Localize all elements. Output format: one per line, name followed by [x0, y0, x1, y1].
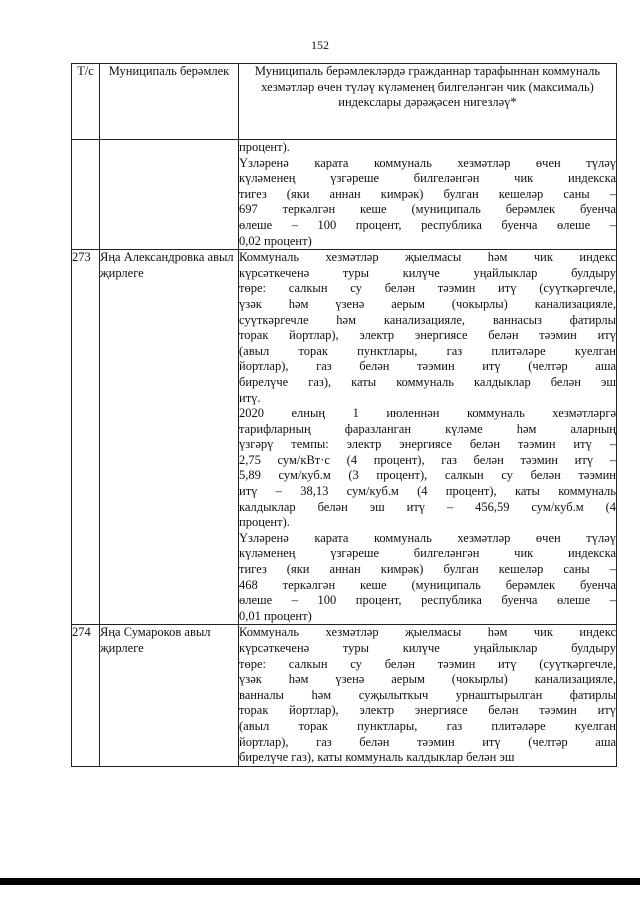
municipality-name: Яңа Александровка авыл җирлеге	[100, 250, 239, 625]
text-line: 2,75 сум/кВт·с (4 процент), газ белән тәэмин итү –	[239, 452, 616, 467]
text-line: йортлар), газ белән тәэмин итү (челтәр аша	[239, 359, 616, 374]
table-body	[72, 140, 617, 767]
text-line: итү – 38,13 сум/куб.м (4 процент), каты коммуналь	[239, 484, 616, 499]
text-line: бирелүче газ), каты коммуналь калдыклар белән эш	[239, 374, 616, 389]
text-line: Үзләренә карата коммуналь хезмәтләр өчен түләү	[239, 530, 616, 545]
header-justification: Муниципаль берәмлекләрдә гражданнар тарафыннан коммуналь хезмәтләр өчен түләү күләменең билгеләнгән чик (максималь) индекслары дәрәҗәсен нигезләү*	[239, 64, 617, 140]
row-number: 273	[72, 250, 100, 625]
text-line: төре: салкын су белән тәэмин итү (суүткәргечле,	[239, 281, 616, 296]
text-line: 697 теркәлгән кеше (муниципаль берәмлек буенча	[239, 202, 616, 217]
text-line: үзәк һәм үзенә аерым (чокырлы) канализацияле,	[239, 672, 616, 687]
text-line: 5,89 сум/куб.м (3 процент), салкын су белән тәэмин	[239, 468, 616, 483]
justification-text	[239, 625, 617, 766]
header-number: Т/с	[72, 64, 100, 140]
text-line: процент).	[239, 515, 290, 530]
tariff-index-table	[71, 63, 617, 767]
row-number: 274	[72, 625, 100, 766]
text-line: үзгәрү темпы: электр энергиясе белән тәэмин итү –	[239, 437, 616, 452]
text-line: йортлар), газ белән тәэмин итү (челтәр аша	[239, 734, 616, 749]
header-municipality: Муниципаль берәмлек	[100, 64, 239, 140]
text-line: итү.	[239, 390, 261, 405]
text-line: Коммуналь хезмәтләр җыелмасы һәм чик индекс	[239, 250, 616, 265]
text-line: 0,01 процент)	[239, 608, 312, 623]
table-row	[72, 625, 617, 766]
text-line: үзәк һәм үзенә аерым (чокырлы) канализацияле,	[239, 296, 616, 311]
text-line: өлеше – 100 процент, республика буенча өлеше –	[239, 593, 616, 608]
text-line: тигез (яки аннан кимрәк) булган кешеләр саны –	[239, 186, 616, 201]
text-line: Коммуналь хезмәтләр җыелмасы һәм чик индекс	[239, 625, 616, 640]
text-line: ванналы һәм суҗылыткыч урнаштырылган фатирлы	[239, 687, 616, 702]
text-line: 2020 елның 1 июленнән коммуналь хезмәтләргә	[239, 406, 616, 421]
text-line: күрсәткеченә туры килүче уңайлыклар булдыру	[239, 641, 616, 655]
text-line: күрсәткеченә туры килүче уңайлыклар булдыру	[239, 265, 616, 280]
text-line: төре: салкын су белән тәэмин итү (суүткәргечле,	[239, 656, 616, 671]
text-line: бирелүче газ), каты коммуналь калдыклар белән эш	[239, 750, 515, 765]
text-line: процент).	[239, 140, 290, 154]
municipality-name	[100, 140, 239, 250]
text-line: торак йортлар), электр энергиясе белән тәэмин итү	[239, 328, 616, 343]
text-line: суүткәргечле һәм канализацияле, ваннасыз фатирлы	[239, 312, 616, 327]
text-line: тигез (яки аннан кимрәк) булган кешеләр саны –	[239, 562, 616, 577]
text-line: (авыл торак пунктлары, газ плитәләре куелган	[239, 343, 616, 358]
text-line: (авыл торак пунктлары, газ плитәләре куелган	[239, 718, 616, 733]
table-row	[72, 250, 617, 625]
text-line: өлеше – 100 процент, республика буенча өлеше –	[239, 217, 616, 232]
text-line: торак йортлар), электр энергиясе белән тәэмин итү	[239, 703, 616, 718]
text-line: күләменең үзгәреше билгеләнгән чик индекска	[239, 171, 616, 186]
table-header-row	[72, 64, 617, 140]
justification-text	[239, 250, 617, 625]
page-number: 152	[311, 38, 329, 52]
table-row	[72, 140, 617, 250]
municipality-name: Яңа Сумароков авыл җирлеге	[100, 625, 239, 766]
text-line: күләменең үзгәреше билгеләнгән чик индекска	[239, 546, 616, 561]
row-number	[72, 140, 100, 250]
text-line: тарифларның фаразланган күләме һәм аларның	[239, 421, 616, 436]
text-line: 468 теркәлгән кеше (муниципаль берәмлек буенча	[239, 577, 616, 592]
text-line: калдыклар белән эш итү – 456,59 сум/куб.м (4	[239, 499, 616, 514]
justification-text	[239, 140, 617, 250]
scan-edge-bar	[0, 878, 640, 885]
text-line: 0,02 процент)	[239, 233, 312, 248]
text-line: Үзләренә карата коммуналь хезмәтләр өчен түләү	[239, 155, 616, 170]
